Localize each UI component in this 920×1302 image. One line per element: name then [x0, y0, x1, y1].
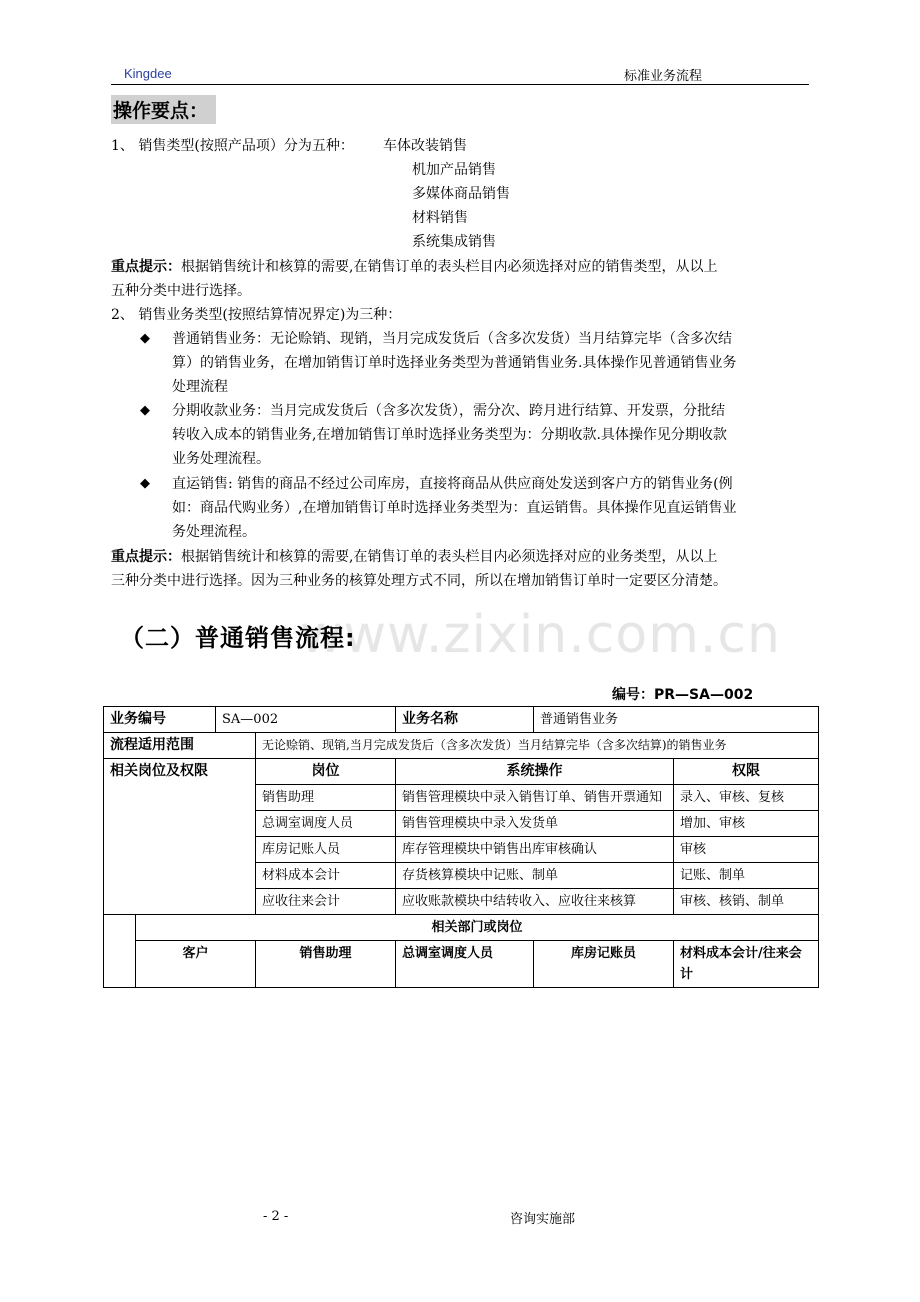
post-cell: 材料成本会计 [256, 863, 396, 889]
biz-name-value: 普通销售业务 [534, 707, 819, 733]
tip2 [111, 545, 826, 569]
chapter-title: （二）普通销售流程: [120, 624, 356, 652]
header-divider [111, 84, 809, 85]
process-table [103, 706, 819, 988]
bullet1-line3: 处理流程 [172, 379, 228, 395]
ops-cell: 应收账款模块中结转收入、应收往来核算 [396, 889, 674, 915]
bullet1-line1: 普通销售业务：无论赊销、现销，当月完成发货后（含多次发货）当月结算完毕（含多次结 [172, 331, 732, 347]
sales-type-5: 系统集成销售 [412, 234, 496, 250]
perm-cell: 审核 [674, 837, 819, 863]
bullet3-line1: 直运销售: 销售的商品不经过公司库房，直接将商品从供应商处发送到客户方的销售业务(例 [172, 476, 733, 492]
perm-cell: 录入、审核、复核 [674, 785, 819, 811]
item2-label: 2、 销售业务类型(按照结算情况界定)为三种： [111, 307, 402, 323]
biz-no-value: SA—002 [216, 707, 396, 733]
post-cell: 总调室调度人员 [256, 811, 396, 837]
scope-label: 流程适用范围 [104, 733, 256, 759]
watermark: www.zixin.com.cn [300, 605, 781, 665]
bullet1-line2: 算）的销售业务，在增加销售订单时选择业务类型为普通销售业务.具体操作见普通销售业务 [172, 355, 737, 371]
bullet-diamond-icon: ◆ [140, 403, 150, 418]
bullet2-line3: 业务处理流程。 [172, 451, 270, 467]
ops-cell: 销售管理模块中录入销售订单、销售开票通知 [396, 785, 674, 811]
dept-dispatcher: 总调室调度人员 [396, 941, 534, 988]
doc-code: 编号：PR—SA—002 [612, 687, 754, 703]
tip2-line1: 根据销售统计和核算的需要,在销售订单的表头栏目内必须选择对应的业务类型，从以上 [181, 549, 718, 565]
bullet3-line3: 务处理流程。 [172, 524, 256, 540]
post-cell: 销售助理 [256, 785, 396, 811]
ops-cell: 存货核算模块中记账、制单 [396, 863, 674, 889]
bullet3-line2: 如：商品代购业务）,在增加销售订单时选择业务类型为：直运销售。具体操作见直运销售业 [172, 500, 737, 516]
dept-accountant: 材料成本会计/往来会计 [674, 941, 819, 988]
tip2-label: 重点提示： [111, 549, 181, 565]
tip1-label: 重点提示： [111, 259, 181, 275]
footer-dept: 咨询实施部 [510, 1212, 576, 1227]
col-post-header: 岗位 [256, 759, 396, 785]
tip1 [111, 255, 826, 279]
tip1-line2: 五种分类中进行选择。 [111, 283, 251, 299]
bullet2-line2: 转收入成本的销售业务,在增加销售订单时选择业务类型为：分期收款.具体操作见分期收款 [172, 427, 727, 443]
item1-label: 1、 销售类型(按照产品项）分为五种： [111, 138, 354, 154]
scope-value: 无论赊销、现销,当月完成发货后（含多次发货）当月结算完毕（含多次结算)的销售业务 [256, 733, 819, 759]
tip2-line2: 三种分类中进行选择。因为三种业务的核算处理方式不同，所以在增加销售订单时一定要区分清楚。 [111, 573, 727, 589]
header-title: 标准业务流程 [624, 69, 703, 84]
biz-name-label: 业务名称 [396, 707, 534, 733]
section-title: 操作要点： [111, 95, 216, 124]
sales-type-3: 多媒体商品销售 [412, 186, 510, 202]
bullet-diamond-icon: ◆ [140, 476, 150, 491]
sales-type-4: 材料销售 [412, 210, 468, 226]
blank-cell [104, 915, 136, 988]
bullet-diamond-icon: ◆ [140, 331, 150, 346]
ops-cell: 销售管理模块中录入发货单 [396, 811, 674, 837]
perm-cell: 记账、制单 [674, 863, 819, 889]
col-ops-header: 系统操作 [396, 759, 674, 785]
page-number: - 2 - [263, 1209, 289, 1224]
perm-cell: 增加、审核 [674, 811, 819, 837]
dept-header: 相关部门或岗位 [136, 915, 819, 941]
roles-label: 相关岗位及权限 [104, 759, 256, 915]
biz-no-label: 业务编号 [104, 707, 216, 733]
sales-type-2: 机加产品销售 [412, 162, 496, 178]
ops-cell: 库存管理模块中销售出库审核确认 [396, 837, 674, 863]
post-cell: 应收往来会计 [256, 889, 396, 915]
dept-customer: 客户 [136, 941, 256, 988]
dept-warehouse-clerk: 库房记账员 [534, 941, 674, 988]
post-cell: 库房记账人员 [256, 837, 396, 863]
dept-sales-assistant: 销售助理 [256, 941, 396, 988]
bullet2-line1: 分期收款业务：当月完成发货后（含多次发货），需分次、跨月进行结算、开发票，分批结 [172, 403, 725, 419]
tip1-line1: 根据销售统计和核算的需要,在销售订单的表头栏目内必须选择对应的销售类型，从以上 [181, 259, 718, 275]
col-perm-header: 权限 [674, 759, 819, 785]
sales-type-1: 车体改装销售 [383, 138, 467, 154]
header-brand: Kingdee [124, 66, 172, 81]
perm-cell: 审核、核销、制单 [674, 889, 819, 915]
